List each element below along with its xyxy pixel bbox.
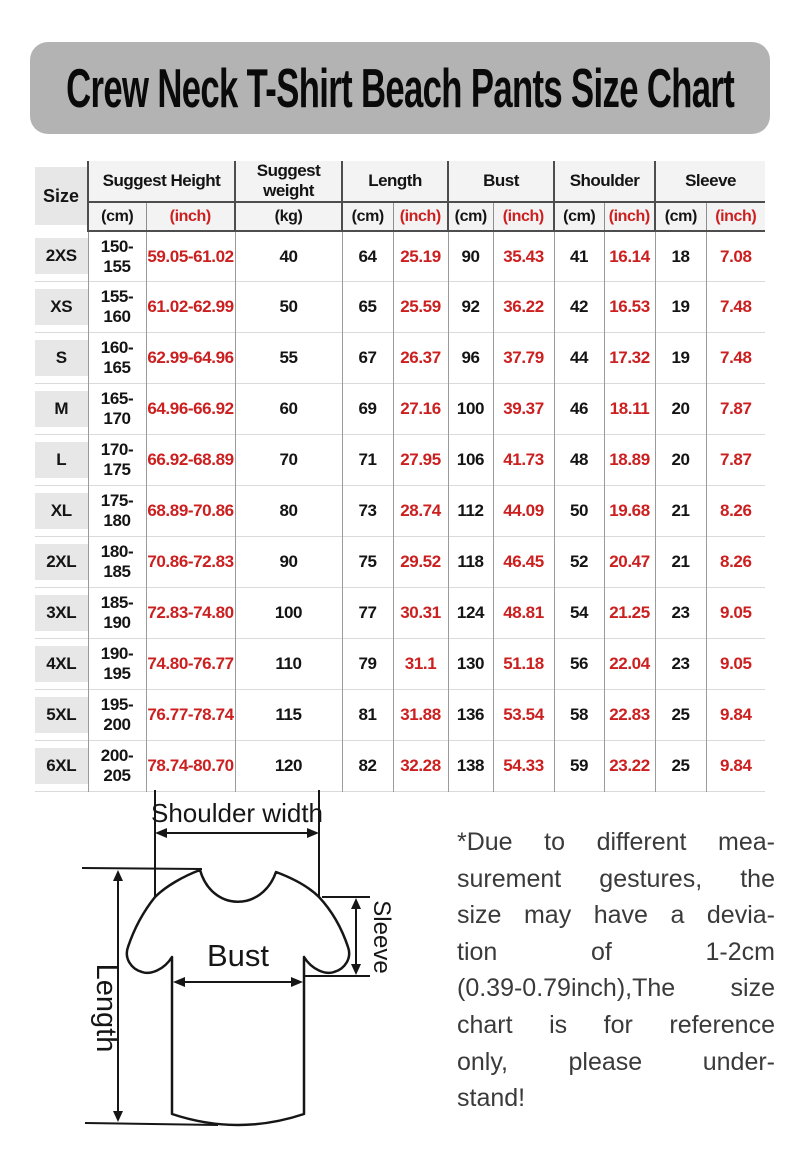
value-cell: 185-190 bbox=[88, 588, 146, 639]
value-cell: 22.83 bbox=[604, 690, 655, 741]
value-cell: 9.05 bbox=[706, 639, 765, 690]
value-cell: 73 bbox=[342, 486, 393, 537]
value-cell: 155-160 bbox=[88, 282, 146, 333]
table-row bbox=[35, 384, 765, 435]
value-cell: 56 bbox=[554, 639, 604, 690]
size-label: XL bbox=[35, 493, 88, 529]
size-cell bbox=[35, 690, 88, 741]
value-cell: 16.53 bbox=[604, 282, 655, 333]
value-cell: 66.92-68.89 bbox=[146, 435, 235, 486]
value-cell: 20.47 bbox=[604, 537, 655, 588]
length-guide-bottom bbox=[85, 1123, 218, 1125]
value-cell: 37.79 bbox=[493, 333, 554, 384]
value-cell: 78.74-80.70 bbox=[146, 741, 235, 792]
value-cell: 19 bbox=[655, 333, 706, 384]
value-cell: 59.05-61.02 bbox=[146, 231, 235, 282]
value-cell: 150-155 bbox=[88, 231, 146, 282]
value-cell: 54.33 bbox=[493, 741, 554, 792]
unit-shoulder-inch: (inch) bbox=[604, 202, 655, 231]
value-cell: 190-195 bbox=[88, 639, 146, 690]
value-cell: 23 bbox=[655, 588, 706, 639]
value-cell: 39.37 bbox=[493, 384, 554, 435]
size-label: 3XL bbox=[35, 595, 88, 631]
disclaimer-line: surement gestures, the bbox=[457, 864, 775, 893]
size-label: 2XS bbox=[35, 238, 88, 274]
value-cell: 70 bbox=[235, 435, 342, 486]
value-cell: 200-205 bbox=[88, 741, 146, 792]
table-row bbox=[35, 588, 765, 639]
value-cell: 165-170 bbox=[88, 384, 146, 435]
value-cell: 9.05 bbox=[706, 588, 765, 639]
value-cell: 110 bbox=[235, 639, 342, 690]
size-label: M bbox=[35, 391, 88, 427]
value-cell: 61.02-62.99 bbox=[146, 282, 235, 333]
value-cell: 52 bbox=[554, 537, 604, 588]
value-cell: 170-175 bbox=[88, 435, 146, 486]
value-cell: 90 bbox=[448, 231, 493, 282]
value-cell: 19.68 bbox=[604, 486, 655, 537]
value-cell: 81 bbox=[342, 690, 393, 741]
value-cell: 23 bbox=[655, 639, 706, 690]
value-cell: 100 bbox=[235, 588, 342, 639]
header-suggest-weight: Suggest weight bbox=[235, 161, 342, 202]
value-cell: 40 bbox=[235, 231, 342, 282]
table-row bbox=[35, 435, 765, 486]
value-cell: 22.04 bbox=[604, 639, 655, 690]
value-cell: 21 bbox=[655, 486, 706, 537]
value-cell: 7.08 bbox=[706, 231, 765, 282]
value-cell: 160-165 bbox=[88, 333, 146, 384]
value-cell: 100 bbox=[448, 384, 493, 435]
size-column-header bbox=[35, 161, 88, 231]
value-cell: 7.48 bbox=[706, 282, 765, 333]
value-cell: 112 bbox=[448, 486, 493, 537]
tshirt-measurement-diagram bbox=[40, 786, 460, 1167]
value-cell: 51.18 bbox=[493, 639, 554, 690]
value-cell: 25.19 bbox=[393, 231, 448, 282]
value-cell: 115 bbox=[235, 690, 342, 741]
value-cell: 77 bbox=[342, 588, 393, 639]
value-cell: 75 bbox=[342, 537, 393, 588]
title-banner bbox=[30, 42, 770, 134]
value-cell: 26.37 bbox=[393, 333, 448, 384]
header-shoulder: Shoulder bbox=[554, 161, 655, 202]
value-cell: 41 bbox=[554, 231, 604, 282]
value-cell: 175-180 bbox=[88, 486, 146, 537]
value-cell: 69 bbox=[342, 384, 393, 435]
unit-shoulder-cm: (cm) bbox=[554, 202, 604, 231]
value-cell: 48.81 bbox=[493, 588, 554, 639]
value-cell: 21 bbox=[655, 537, 706, 588]
value-cell: 30.31 bbox=[393, 588, 448, 639]
disclaimer-line: *Due to different mea- bbox=[457, 828, 775, 856]
value-cell: 136 bbox=[448, 690, 493, 741]
disclaimer-line: (0.39-0.79inch),The size bbox=[457, 974, 775, 1003]
value-cell: 41.73 bbox=[493, 435, 554, 486]
size-table-body bbox=[35, 231, 765, 792]
value-cell: 36.22 bbox=[493, 282, 554, 333]
value-cell: 46.45 bbox=[493, 537, 554, 588]
disclaimer-line: stand! bbox=[457, 1084, 526, 1113]
table-row bbox=[35, 537, 765, 588]
value-cell: 32.28 bbox=[393, 741, 448, 792]
value-cell: 82 bbox=[342, 741, 393, 792]
value-cell: 59 bbox=[554, 741, 604, 792]
value-cell: 16.14 bbox=[604, 231, 655, 282]
value-cell: 18.11 bbox=[604, 384, 655, 435]
value-cell: 27.16 bbox=[393, 384, 448, 435]
value-cell: 67 bbox=[342, 333, 393, 384]
sleeve-arrow bbox=[351, 898, 361, 975]
value-cell: 79 bbox=[342, 639, 393, 690]
value-cell: 44 bbox=[554, 333, 604, 384]
value-cell: 7.48 bbox=[706, 333, 765, 384]
size-cell bbox=[35, 639, 88, 690]
value-cell: 46 bbox=[554, 384, 604, 435]
value-cell: 25 bbox=[655, 690, 706, 741]
value-cell: 7.87 bbox=[706, 384, 765, 435]
table-row bbox=[35, 486, 765, 537]
value-cell: 124 bbox=[448, 588, 493, 639]
size-cell bbox=[35, 486, 88, 537]
value-cell: 64.96-66.92 bbox=[146, 384, 235, 435]
value-cell: 8.26 bbox=[706, 537, 765, 588]
value-cell: 27.95 bbox=[393, 435, 448, 486]
size-label: XS bbox=[35, 289, 88, 325]
value-cell: 64 bbox=[342, 231, 393, 282]
value-cell: 180-185 bbox=[88, 537, 146, 588]
unit-weight-kg: (kg) bbox=[235, 202, 342, 231]
shoulder-width-label: Shoulder width bbox=[151, 798, 323, 828]
unit-height-inch: (inch) bbox=[146, 202, 235, 231]
value-cell: 71 bbox=[342, 435, 393, 486]
unit-sleeve-cm: (cm) bbox=[655, 202, 706, 231]
table-row bbox=[35, 690, 765, 741]
size-cell bbox=[35, 384, 88, 435]
header-sleeve: Sleeve bbox=[655, 161, 765, 202]
value-cell: 65 bbox=[342, 282, 393, 333]
value-cell: 70.86-72.83 bbox=[146, 537, 235, 588]
size-cell bbox=[35, 741, 88, 792]
value-cell: 118 bbox=[448, 537, 493, 588]
value-cell: 9.84 bbox=[706, 690, 765, 741]
size-label: 5XL bbox=[35, 697, 88, 733]
bust-label: Bust bbox=[206, 938, 270, 973]
unit-header-row bbox=[35, 202, 765, 231]
value-cell: 96 bbox=[448, 333, 493, 384]
value-cell: 8.26 bbox=[706, 486, 765, 537]
disclaimer-line: chart is for reference bbox=[457, 1010, 775, 1039]
value-cell: 80 bbox=[235, 486, 342, 537]
unit-bust-cm: (cm) bbox=[448, 202, 493, 231]
value-cell: 25.59 bbox=[393, 282, 448, 333]
value-cell: 60 bbox=[235, 384, 342, 435]
value-cell: 31.88 bbox=[393, 690, 448, 741]
value-cell: 138 bbox=[448, 741, 493, 792]
header-bust: Bust bbox=[448, 161, 554, 202]
value-cell: 20 bbox=[655, 435, 706, 486]
value-cell: 68.89-70.86 bbox=[146, 486, 235, 537]
value-cell: 72.83-74.80 bbox=[146, 588, 235, 639]
size-label: L bbox=[35, 442, 88, 478]
tshirt-outline bbox=[127, 870, 349, 1125]
value-cell: 76.77-78.74 bbox=[146, 690, 235, 741]
unit-height-cm: (cm) bbox=[88, 202, 146, 231]
table-row bbox=[35, 741, 765, 792]
size-header-label: Size bbox=[35, 167, 87, 225]
disclaimer bbox=[457, 824, 775, 1117]
page-title: Crew Neck T-Shirt Beach Pants Size Chart bbox=[65, 57, 735, 119]
value-cell: 19 bbox=[655, 282, 706, 333]
value-cell: 44.09 bbox=[493, 486, 554, 537]
size-cell bbox=[35, 588, 88, 639]
value-cell: 106 bbox=[448, 435, 493, 486]
value-cell: 92 bbox=[448, 282, 493, 333]
table-row bbox=[35, 282, 765, 333]
disclaimer-line: tion of 1-2cm bbox=[457, 937, 775, 966]
table-row bbox=[35, 639, 765, 690]
value-cell: 54 bbox=[554, 588, 604, 639]
length-label: Length bbox=[90, 963, 122, 1053]
value-cell: 53.54 bbox=[493, 690, 554, 741]
disclaimer-line: size may have a devia- bbox=[457, 901, 775, 930]
size-label: 6XL bbox=[35, 748, 88, 784]
size-table bbox=[35, 161, 765, 792]
value-cell: 31.1 bbox=[393, 639, 448, 690]
table-row bbox=[35, 333, 765, 384]
value-cell: 195-200 bbox=[88, 690, 146, 741]
size-cell bbox=[35, 537, 88, 588]
value-cell: 55 bbox=[235, 333, 342, 384]
value-cell: 18.89 bbox=[604, 435, 655, 486]
unit-length-inch: (inch) bbox=[393, 202, 448, 231]
size-table-header bbox=[35, 161, 765, 231]
size-cell bbox=[35, 282, 88, 333]
size-cell bbox=[35, 333, 88, 384]
value-cell: 9.84 bbox=[706, 741, 765, 792]
value-cell: 20 bbox=[655, 384, 706, 435]
value-cell: 90 bbox=[235, 537, 342, 588]
value-cell: 58 bbox=[554, 690, 604, 741]
value-cell: 130 bbox=[448, 639, 493, 690]
header-suggest-height: Suggest Height bbox=[88, 161, 235, 202]
value-cell: 17.32 bbox=[604, 333, 655, 384]
header-length: Length bbox=[342, 161, 448, 202]
unit-sleeve-inch: (inch) bbox=[706, 202, 765, 231]
value-cell: 62.99-64.96 bbox=[146, 333, 235, 384]
length-guide-top bbox=[82, 868, 202, 869]
size-label: 4XL bbox=[35, 646, 88, 682]
shoulder-arrow bbox=[155, 828, 319, 838]
value-cell: 74.80-76.77 bbox=[146, 639, 235, 690]
value-cell: 28.74 bbox=[393, 486, 448, 537]
disclaimer-line: only, please under- bbox=[457, 1047, 775, 1076]
value-cell: 50 bbox=[235, 282, 342, 333]
value-cell: 18 bbox=[655, 231, 706, 282]
size-label: S bbox=[35, 340, 88, 376]
value-cell: 48 bbox=[554, 435, 604, 486]
unit-bust-inch: (inch) bbox=[493, 202, 554, 231]
value-cell: 25 bbox=[655, 741, 706, 792]
unit-length-cm: (cm) bbox=[342, 202, 393, 231]
group-header-row bbox=[35, 161, 765, 202]
sleeve-label: Sleeve bbox=[368, 900, 395, 974]
table-row bbox=[35, 231, 765, 282]
value-cell: 35.43 bbox=[493, 231, 554, 282]
size-label: 2XL bbox=[35, 544, 88, 580]
value-cell: 7.87 bbox=[706, 435, 765, 486]
value-cell: 42 bbox=[554, 282, 604, 333]
size-cell bbox=[35, 231, 88, 282]
size-cell bbox=[35, 435, 88, 486]
value-cell: 120 bbox=[235, 741, 342, 792]
value-cell: 29.52 bbox=[393, 537, 448, 588]
value-cell: 23.22 bbox=[604, 741, 655, 792]
value-cell: 21.25 bbox=[604, 588, 655, 639]
value-cell: 50 bbox=[554, 486, 604, 537]
